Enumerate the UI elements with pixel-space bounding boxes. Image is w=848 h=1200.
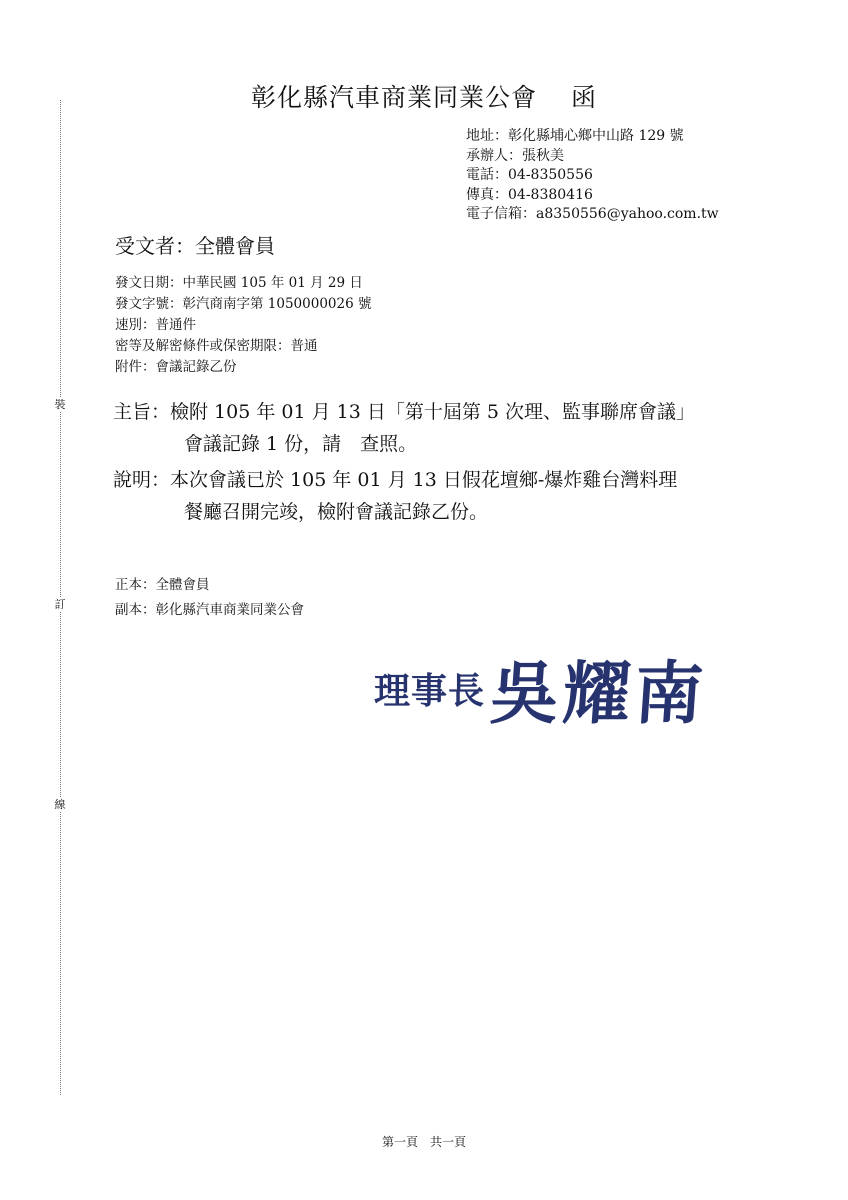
- signature-stamp: [374, 640, 710, 737]
- contact-phone: 電話：04-8350556: [466, 167, 593, 183]
- contact-block: [466, 127, 719, 225]
- contact-address: 地址：彰化縣埔心鄉中山路 129 號: [466, 128, 684, 144]
- signature-name: 吳耀南: [487, 654, 710, 734]
- copies-block: [115, 573, 304, 623]
- binding-mark-xian: 線: [54, 798, 66, 811]
- issue-date: 發文日期：中華民國 105 年 01 月 29 日: [115, 275, 363, 291]
- signature-title: 理事長: [374, 671, 486, 712]
- description-line-1: 說明：本次會議已於 105 年 01 月 13 日假花壇鄉-爆炸雞台灣料理: [113, 469, 678, 491]
- contact-email: 電子信箱：a8350556@yahoo.com.tw: [466, 206, 719, 222]
- organization-name: 彰化縣汽車商業同業公會: [250, 83, 537, 112]
- document-type: 函: [571, 83, 598, 112]
- binding-mark-zhuang: 裝: [54, 398, 66, 411]
- document-number: 發文字號：彰汽商南字第 1050000026 號: [115, 296, 372, 312]
- description-block: [113, 464, 677, 528]
- attachment: 附件：會議記錄乙份: [115, 359, 237, 375]
- subject-line-1: 主旨：檢附 105 年 01 月 13 日「第十屆第 5 次理、監事聯席會議」: [113, 401, 696, 423]
- secrecy-level: 密等及解密條件或保密期限：普通: [115, 338, 318, 354]
- page-number: 第一頁 共一頁: [381, 1135, 466, 1149]
- subject-line-2: 會議記錄 1 份，請 查照。: [184, 433, 418, 455]
- copy-recipients: 副本：彰化縣汽車商業同業公會: [115, 602, 304, 618]
- description-line-2: 餐廳召開完竣，檢附會議記錄乙份。: [184, 501, 489, 523]
- original-recipients: 正本：全體會員: [115, 577, 210, 593]
- delivery-speed: 速別：普通件: [115, 317, 196, 333]
- meta-block: [115, 273, 371, 378]
- document-title: [0, 78, 848, 114]
- recipient: 受文者：全體會員: [115, 234, 275, 258]
- binding-mark-ding: 訂: [54, 598, 66, 611]
- contact-fax: 傳真：04-8380416: [466, 186, 593, 203]
- contact-handler: 承辦人：張秋美: [466, 147, 564, 164]
- subject-block: [113, 396, 695, 460]
